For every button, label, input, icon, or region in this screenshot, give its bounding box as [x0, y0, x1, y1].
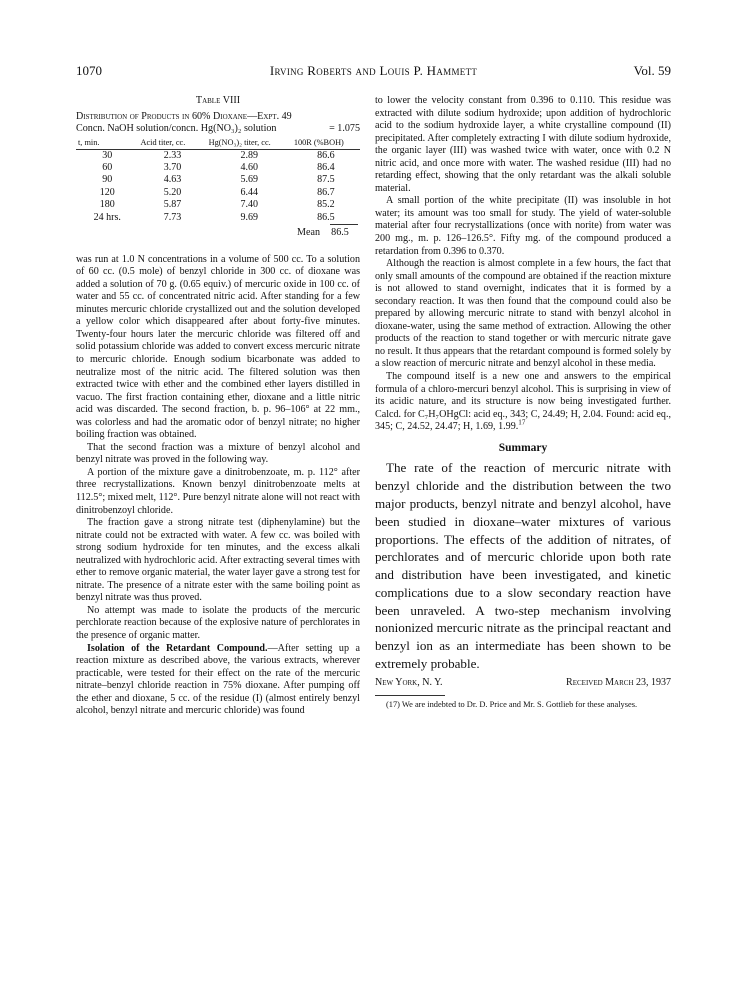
- table-row: 30 2.33 2.89 86.6: [102, 149, 335, 161]
- col-header-boh: 100R (%BOH): [292, 138, 360, 150]
- table-header-row: [76, 138, 360, 150]
- body-paragraph: was run at 1.0 N concentrations in a volume of 500 cc. To a solution of 60 cc. (0.5 mole) of benzyl chloride in 300 cc. of dioxane was added a solution of 70 g. (0.65 equiv.) of mercuric oxide in 100 cc. of water and 55 cc. of concentrated nitric acid. After standing for a few minutes mercuric chloride crystallized out and the solution developed a yellow color which disappeared after about forty-five minutes. Twenty-four hours later the mercuric chloride was filtered off and solid potassium chloride was added to convert excess mercuric nitrate to mercuric chloride. Enough sodium bicarbonate was added to neutralize most of the nitric acid. The filtered solution was then extracted twice with ether and the combined ether layers distilled in vacuo. The first fraction containing ether, dioxane and a little nitric acid was discarded. The second fraction, b. p. 96–106° at 22 mm., was colorless and had the aromatic odor of benzyl nitrate; no higher boiling fraction was obtained.: [76, 253, 360, 441]
- mean-rule: [330, 224, 358, 225]
- ratio-value: = 1.075: [329, 123, 360, 135]
- col-header-hg-titer: Hg(NO₃)₂ titer, cc.: [207, 138, 292, 150]
- location: New York, N. Y.: [375, 676, 443, 688]
- left-column: [76, 95, 360, 718]
- table-row: 180 5.87 7.40 85.2: [99, 199, 335, 211]
- table-viii: [76, 95, 360, 240]
- table-caption-ratio: [76, 123, 360, 136]
- section-heading: Isolation of the Retardant Compound.: [87, 642, 268, 654]
- col-header-time: t, min.: [76, 138, 138, 150]
- ratio-label: Concn. NaOH solution/concn. Hg(NO₃)₂ solution: [76, 123, 277, 135]
- page-number: 1070: [76, 63, 102, 78]
- data-table: [76, 138, 360, 224]
- body-paragraph: No attempt was made to isolate the products of the mercuric perchlorate reaction because of the explosive nature of perchlorates in the presence of organic matter.: [76, 604, 360, 642]
- received-date: Received March 23, 1937: [566, 676, 671, 688]
- running-authors: Irving Roberts and Louis P. Hammett: [269, 63, 478, 78]
- footnote-rule: [375, 695, 445, 696]
- mean-label: Mean: [297, 227, 320, 239]
- table-caption: Distribution of Products in 60% Dioxane—Expt. 49: [76, 110, 292, 122]
- body-paragraph: Although the reaction is almost complete in a few hours, the fact that only small amounts of the compound are obtained if the reaction mixture is not allowed to stand overnight, indicates that it is formed by a secondary reaction. It was then found that the compound could also be prepared by allowing mercuric nitrate to stand with benzyl alcohol in dioxane-water, using the same method of extraction. Allowing the other products of the reaction to stand together or with mercuric nitrate gave no result. It thus appears that the retardant compound is formed solely by a slow reaction of mercuric nitrate and benzyl alcohol in these media.: [375, 258, 671, 370]
- table-row: 60 3.70 4.60 86.4: [102, 162, 335, 174]
- body-paragraph: The fraction gave a strong nitrate test (diphenylamine) but the nitrate could not be extracted with water. A few cc. was boiled with strong sodium hydroxide for ten minutes, and the excess alkali neutralized with hydrochloric acid. After extracting several times with ether to remove organic material, the water layer gave a strong test for nitrate. The presence of a nitrate ester with the same boiling point as benzyl nitrate was thus proved.: [76, 517, 360, 604]
- col-header-acid-titer: Acid titer, cc.: [138, 138, 206, 150]
- running-header: [76, 63, 671, 81]
- summary-paragraph: The rate of the reaction of mercuric nitrate with benzyl chloride and the distribution between the two major products, benzyl nitrate and benzyl alcohol, have been studied in dioxane–water mixtures of various proportions. The effects of the addition of nitrates, of perchlorates and of mercuric chloride upon both rate and distribution have been investigated, and kinetic complications due to a slow secondary reaction have been unraveled. A two-step mechanism involving nonionized mercuric nitrate as the principal reactant and benzyl ion as an intermediate has been shown to be extremely probable.: [375, 460, 671, 672]
- summary-heading: Summary: [498, 441, 548, 454]
- table-row: 24 hrs. 7.73 9.69 86.5: [93, 211, 335, 223]
- body-paragraph: The compound itself is a new one and answers to the empirical formula of a chloro-mercuri benzyl alcohol. This is surprising in view of its acidic nature, and its structure is now being investigated further. Calcd. for C₇H₇OHgCl: acid eq., 343; C, 24.49; H, 2.04. Found: acid eq., 345; C, 24.52, 24.47; H, 1.69, 1.99.17: [375, 371, 671, 433]
- signature-line: [375, 677, 671, 690]
- volume-label: Vol. 59: [633, 63, 671, 78]
- footnote-ref: 17: [518, 418, 526, 427]
- footnote: (17) We are indebted to Dr. D. Price and Mr. S. Gottlieb for these analyses.: [386, 700, 638, 710]
- table-row: 90 4.63 5.69 87.5: [102, 174, 335, 186]
- table-row: 120 5.20 6.44 86.7: [99, 186, 335, 198]
- body-paragraph: to lower the velocity constant from 0.396 to 0.110. This residue was extracted with dilute sodium hydroxide; upon addition of hydrochloric acid to the sodium hydroxide layer, a white crystalline compound (II) precipitated. After completely extracting I with dilute sodium hydroxide, the organic layer (III) was washed twice with water, once with 0.2 N nitric acid, and once more with water. The washed residue (III) had no retarding effect, showing that the only retardant was the alkali soluble material.: [375, 95, 671, 194]
- mean-value: 86.5: [331, 227, 349, 239]
- table-mean-row: [76, 224, 360, 240]
- body-paragraph: That the second fraction was a mixture of benzyl alcohol and benzyl nitrate was proved in the following way.: [76, 441, 360, 466]
- body-paragraph: A small portion of the white precipitate (II) was insoluble in hot water; its amount was too small for study. The yield of water-soluble material after four recrystallizations (once with norite) from water was 200 mg., m. p. 126–126.5°. Fifty mg. of the compound produced a retardation from 0.396 to 0.370.: [375, 195, 671, 257]
- body-paragraph: Isolation of the Retardant Compound.—After setting up a reaction mixture as described above, the various extracts, wherever practicable, were tested for their effect on the rate of the mercuric nitrate–benzyl chloride reaction in 75% dioxane. After pumping off the ether and dioxane, 5 cc. of the residue (I) (almost entirely benzyl alcohol, benzyl nitrate and mercuric chloride) was found: [76, 642, 361, 717]
- table-title: Table VIII: [195, 95, 241, 106]
- right-column: [375, 95, 671, 711]
- body-paragraph: A portion of the mixture gave a dinitrobenzoate, m. p. 112° after three recrystallizations. Known benzyl dinitrobenzoate melts at 112.5°; mixed melt, 112°. Pure benzyl nitrate alone will not react with dinitrobenzoyl chloride.: [76, 466, 360, 516]
